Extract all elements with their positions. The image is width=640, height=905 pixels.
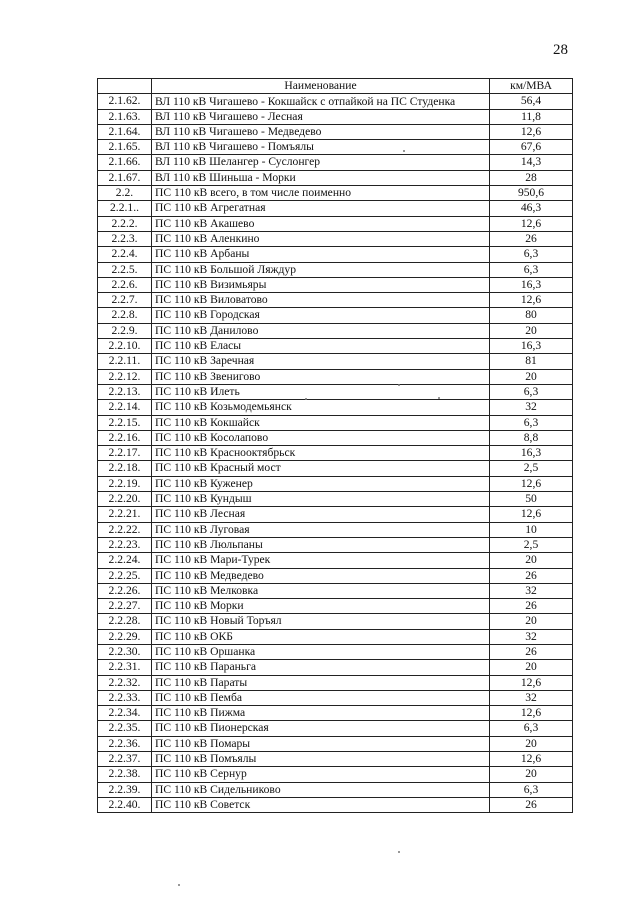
row-name: ПС 110 кВ Сидельниково [152,782,490,797]
row-name: ПС 110 кВ Куженер [152,476,490,491]
row-name: ПС 110 кВ Данилово [152,323,490,338]
row-value: 26 [490,599,573,614]
header-name: Наименование [152,79,490,94]
row-name: ПС 110 кВ Заречная [152,354,490,369]
row-value: 20 [490,323,573,338]
data-table [97,78,573,813]
table-row [98,476,573,491]
row-code: 2.2.37. [98,752,152,767]
table-row [98,553,573,568]
table-row [98,583,573,598]
row-name: ПС 110 кВ Параньга [152,660,490,675]
table-row [98,644,573,659]
row-name: ПС 110 кВ всего, в том числе поименно [152,186,490,201]
row-code: 2.1.66. [98,155,152,170]
row-value: 50 [490,492,573,507]
row-name: ПС 110 кВ Советск [152,797,490,812]
row-name: ПС 110 кВ Арбаны [152,247,490,262]
table-row [98,124,573,139]
row-name: ПС 110 кВ Илеть [152,384,490,399]
row-name: ПС 110 кВ Акашево [152,216,490,231]
table-row [98,660,573,675]
row-code: 2.1.65. [98,140,152,155]
row-value: 32 [490,690,573,705]
row-code: 2.2.6. [98,277,152,292]
table-row [98,140,573,155]
table-row [98,492,573,507]
row-code: 2.1.63. [98,109,152,124]
table-row [98,415,573,430]
row-name: ПС 110 кВ Пионерская [152,721,490,736]
row-name: ВЛ 110 кВ Чигашево - Лесная [152,109,490,124]
row-value: 67,6 [490,140,573,155]
table-row [98,277,573,292]
row-value: 26 [490,644,573,659]
table-row [98,522,573,537]
row-name: ПС 110 кВ Сернур [152,767,490,782]
row-code: 2.2.1.. [98,201,152,216]
row-name: ПС 110 кВ Мари-Турек [152,553,490,568]
row-code: 2.2.29. [98,629,152,644]
row-name: ПС 110 кВ Новый Торъял [152,614,490,629]
table-row [98,752,573,767]
row-name: ВЛ 110 кВ Шелангер - Суслонгер [152,155,490,170]
table-row [98,339,573,354]
row-code: 2.2. [98,186,152,201]
row-code: 2.2.40. [98,797,152,812]
row-value: 12,6 [490,507,573,522]
row-name: ПС 110 кВ Морки [152,599,490,614]
row-name: ПС 110 кВ Пемба [152,690,490,705]
row-code: 2.2.39. [98,782,152,797]
row-name: ПС 110 кВ Красный мост [152,461,490,476]
row-value: 56,4 [490,94,573,109]
row-name: ПС 110 кВ Помары [152,736,490,751]
row-code: 2.2.24. [98,553,152,568]
page-number: 28 [553,42,568,58]
row-name: ВЛ 110 кВ Шиньша - Морки [152,170,490,185]
scan-speck [178,884,180,886]
row-value: 12,6 [490,675,573,690]
row-code: 2.2.28. [98,614,152,629]
row-code: 2.2.13. [98,384,152,399]
row-value: 12,6 [490,216,573,231]
row-code: 2.2.9. [98,323,152,338]
row-value: 16,3 [490,339,573,354]
row-code: 2.2.22. [98,522,152,537]
row-code: 2.1.67. [98,170,152,185]
row-name: ПС 110 кВ Еласы [152,339,490,354]
row-code: 2.2.35. [98,721,152,736]
row-code: 2.2.26. [98,583,152,598]
table-row [98,507,573,522]
row-name: ПС 110 кВ Городская [152,308,490,323]
row-code: 2.2.5. [98,262,152,277]
table-row [98,629,573,644]
row-code: 2.2.31. [98,660,152,675]
row-code: 2.2.2. [98,216,152,231]
header-code [98,79,152,94]
table-row [98,400,573,415]
row-code: 2.2.14. [98,400,152,415]
row-code: 2.2.3. [98,231,152,246]
row-value: 32 [490,629,573,644]
row-code: 2.2.21. [98,507,152,522]
row-name: ПС 110 кВ Параты [152,675,490,690]
row-value: 46,3 [490,201,573,216]
table-row [98,767,573,782]
row-value: 16,3 [490,446,573,461]
table-row [98,308,573,323]
row-value: 20 [490,767,573,782]
row-value: 20 [490,660,573,675]
table-row [98,675,573,690]
table-row [98,201,573,216]
table-row [98,797,573,812]
row-value: 26 [490,568,573,583]
row-value: 950,6 [490,186,573,201]
row-name: ПС 110 кВ Большой Ляждур [152,262,490,277]
row-code: 2.1.62. [98,94,152,109]
row-name: ПС 110 кВ Визимьяры [152,277,490,292]
row-value: 12,6 [490,124,573,139]
row-value: 26 [490,231,573,246]
table-row [98,354,573,369]
row-value: 16,3 [490,277,573,292]
header-value: км/МВА [490,79,573,94]
row-value: 28 [490,170,573,185]
table-row [98,247,573,262]
row-value: 12,6 [490,293,573,308]
row-name: ПС 110 кВ Лесная [152,507,490,522]
scan-speck [403,150,405,152]
row-value: 12,6 [490,752,573,767]
row-code: 2.2.38. [98,767,152,782]
row-name: ПС 110 кВ Мелковка [152,583,490,598]
row-code: 2.2.19. [98,476,152,491]
row-value: 14,3 [490,155,573,170]
scan-speck [398,384,400,386]
row-value: 10 [490,522,573,537]
header-row [98,79,573,94]
row-name: ПС 110 кВ Медведево [152,568,490,583]
row-code: 2.2.36. [98,736,152,751]
row-code: 2.2.7. [98,293,152,308]
row-name: ПС 110 кВ Звенигово [152,369,490,384]
row-code: 2.2.17. [98,446,152,461]
row-name: ВЛ 110 кВ Чигашево - Кокшайск с отпайкой на ПС Студенка [152,94,490,109]
row-name: ПС 110 кВ Кокшайск [152,415,490,430]
row-code: 2.2.4. [98,247,152,262]
row-name: ВЛ 110 кВ Чигашево - Помъялы [152,140,490,155]
table-row [98,736,573,751]
row-code: 2.2.12. [98,369,152,384]
table-row [98,446,573,461]
table-row [98,721,573,736]
row-value: 81 [490,354,573,369]
table-row [98,293,573,308]
row-name: ПС 110 кВ ОКБ [152,629,490,644]
row-name: ПС 110 кВ Виловатово [152,293,490,308]
table-row [98,690,573,705]
table-row [98,599,573,614]
row-value: 11,8 [490,109,573,124]
row-code: 2.1.64. [98,124,152,139]
row-name: ПС 110 кВ Луговая [152,522,490,537]
row-code: 2.2.23. [98,537,152,552]
table-row [98,186,573,201]
scan-speck [398,851,400,853]
row-code: 2.2.27. [98,599,152,614]
row-code: 2.2.16. [98,430,152,445]
table-row [98,216,573,231]
row-name: ВЛ 110 кВ Чигашево - Медведево [152,124,490,139]
row-value: 2,5 [490,461,573,476]
row-value: 12,6 [490,476,573,491]
row-value: 20 [490,736,573,751]
row-code: 2.2.8. [98,308,152,323]
row-name: ПС 110 кВ Помъялы [152,752,490,767]
row-code: 2.2.10. [98,339,152,354]
row-code: 2.2.34. [98,706,152,721]
table-row [98,706,573,721]
table-body [98,94,573,813]
row-code: 2.2.15. [98,415,152,430]
row-name: ПС 110 кВ Козьмодемьянск [152,400,490,415]
row-name: ПС 110 кВ Аленкино [152,231,490,246]
table-row [98,170,573,185]
row-value: 6,3 [490,415,573,430]
row-name: ПС 110 кВ Кундыш [152,492,490,507]
table-row [98,614,573,629]
row-value: 6,3 [490,782,573,797]
row-value: 32 [490,583,573,598]
table-row [98,369,573,384]
table-row [98,537,573,552]
row-value: 12,6 [490,706,573,721]
row-value: 32 [490,400,573,415]
row-value: 6,3 [490,247,573,262]
scan-speck [438,397,440,399]
row-value: 80 [490,308,573,323]
row-name: ПС 110 кВ Пижма [152,706,490,721]
row-name: ПС 110 кВ Агрегатная [152,201,490,216]
row-code: 2.2.25. [98,568,152,583]
row-name: ПС 110 кВ Косолапово [152,430,490,445]
table-row [98,782,573,797]
table-row [98,155,573,170]
row-code: 2.2.30. [98,644,152,659]
table-row [98,231,573,246]
row-value: 20 [490,369,573,384]
table-row [98,461,573,476]
table-row [98,109,573,124]
row-code: 2.2.11. [98,354,152,369]
row-value: 8,8 [490,430,573,445]
row-value: 20 [490,614,573,629]
row-value: 6,3 [490,721,573,736]
scan-speck [305,398,307,400]
row-value: 20 [490,553,573,568]
row-name: ПС 110 кВ Оршанка [152,644,490,659]
row-value: 6,3 [490,262,573,277]
row-code: 2.2.18. [98,461,152,476]
row-value: 6,3 [490,384,573,399]
table-row [98,323,573,338]
table-row [98,262,573,277]
row-name: ПС 110 кВ Краснооктябрьск [152,446,490,461]
table-row [98,384,573,399]
row-code: 2.2.20. [98,492,152,507]
row-code: 2.2.33. [98,690,152,705]
row-name: ПС 110 кВ Люльпаны [152,537,490,552]
row-code: 2.2.32. [98,675,152,690]
table-row [98,568,573,583]
row-value: 26 [490,797,573,812]
table-row [98,94,573,109]
row-value: 2,5 [490,537,573,552]
table-row [98,430,573,445]
